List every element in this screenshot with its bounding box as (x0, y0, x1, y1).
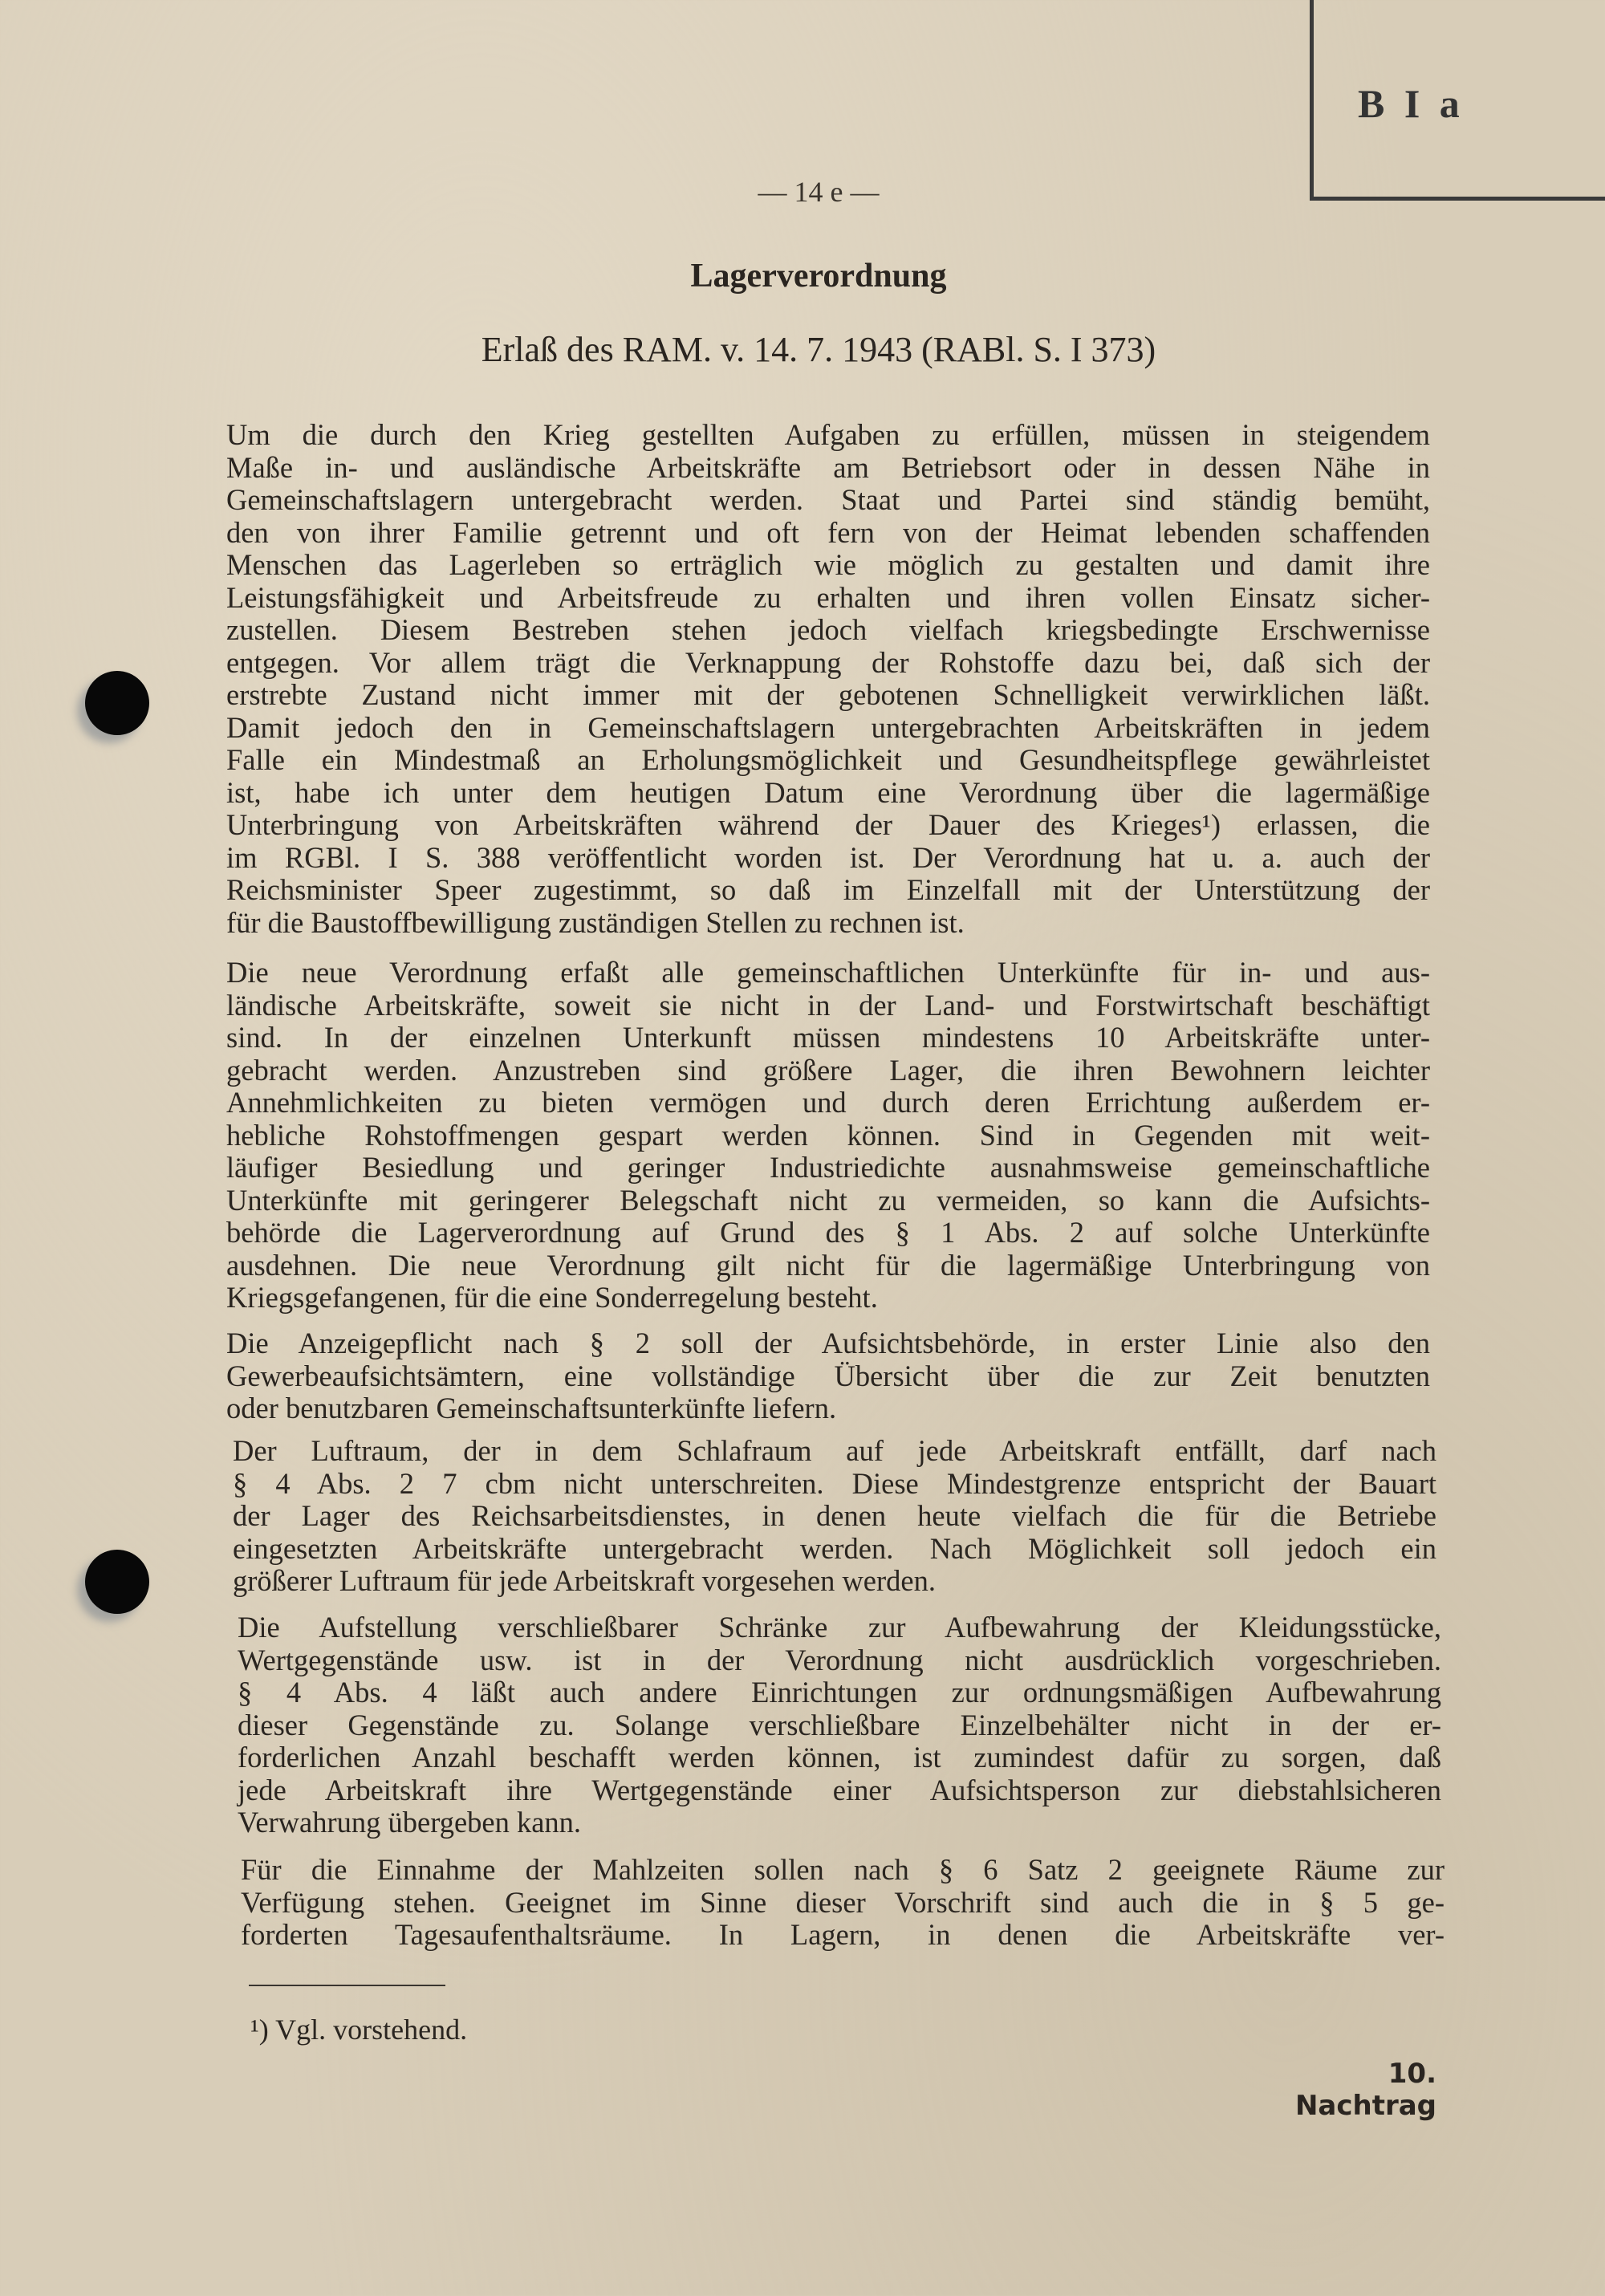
paragraph-6 (241, 1854, 1444, 1952)
text-line: Die Anzeigepflicht nach § 2 soll der Aufsichtsbehörde, in erster Linie also den (226, 1327, 1430, 1359)
footnote-divider (249, 1985, 445, 1986)
section-code: B I a (1358, 81, 1465, 126)
document-title: Lagerverordnung (690, 258, 947, 295)
text-line: dieser Gegenstände zu. Solange verschließbare Einzelbehälter nicht in der er- (238, 1708, 1441, 1741)
text-line: gebracht werden. Anzustreben sind größere Lager, die ihren Bewohnern leichter (226, 1053, 1430, 1087)
text-line: hebliche Rohstoffmengen gespart werden können. Sind in Gegenden mit weit- (226, 1118, 1430, 1152)
text-line: zustellen. Diesem Bestreben stehen jedoch vielfach kriegsbedingte Erschwernisse (226, 613, 1430, 646)
text-line: Verwahrung übergeben kann. (238, 1806, 582, 1839)
text-line: Menschen das Lagerleben so erträglich wie möglich zu gestalten und damit ihre (226, 548, 1430, 581)
text-line: Für die Einnahme der Mahlzeiten sollen nach § 6 Satz 2 geeignete Räume zur (241, 1853, 1444, 1886)
text-line: Die Aufstellung verschließbarer Schränke zur Aufbewahrung der Kleidungsstücke, (238, 1611, 1441, 1644)
punch-hole-icon (85, 671, 149, 735)
text-line: Die neue Verordnung erfaßt alle gemeinschaftlichen Unterkünfte für in- und aus- (226, 956, 1430, 989)
text-line: entgegen. Vor allem trägt die Verknappung der Rohstoffe dazu bei, daß sich der (226, 645, 1430, 679)
text-line: Um die durch den Krieg gestellten Aufgaben zu erfüllen, müssen in steigendem (226, 418, 1430, 451)
paragraph-2 (226, 957, 1430, 1315)
text-line: jede Arbeitskraft ihre Wertgegenstände einer Aufsichtsperson zur diebstahlsicheren (238, 1773, 1441, 1806)
footnote: ¹) Vgl. vorstehend. (250, 2014, 468, 2046)
text-line: ausdehnen. Die neue Verordnung gilt nicht für die lagermäßige Unterbringung von (226, 1248, 1430, 1282)
text-line: Gewerbeaufsichtsämtern, eine vollständige Übersicht über die zur Zeit benutzten (226, 1359, 1430, 1392)
text-line: Verfügung stehen. Geeignet im Sinne dieser Vorschrift sind auch die in § 5 ge- (241, 1885, 1444, 1919)
text-line: § 4 Abs. 4 läßt auch andere Einrichtungen zur ordnungsmäßigen Aufbewahrung (238, 1676, 1441, 1709)
text-line: forderten Tagesaufenthaltsräume. In Lagern, in denen die Arbeitskräfte ver- (241, 1918, 1444, 1951)
text-line: Damit jedoch den in Gemeinschaftslagern untergebrachten Arbeitskräften in jedem (226, 710, 1430, 744)
text-line: für die Baustoffbewilligung zuständigen Stellen zu rechnen ist. (226, 905, 965, 939)
page-number: — 14 e — (758, 176, 880, 208)
text-line: forderlichen Anzahl beschafft werden können, ist zumindest dafür zu sorgen, daß (238, 1741, 1441, 1774)
text-line: ländische Arbeitskräfte, soweit sie nicht in der Land- und Forstwirtschaft beschäftigt (226, 988, 1430, 1022)
text-line: Reichsminister Speer zugestimmt, so daß im Einzelfall mit der Unterstützung der (226, 873, 1430, 906)
text-line: behörde die Lagerverordnung auf Grund des § 1 Abs. 2 auf solche Unterkünfte (226, 1216, 1430, 1249)
text-line: eingesetzten Arbeitskräfte untergebracht werden. Nach Möglichkeit soll jedoch ein (233, 1531, 1436, 1565)
text-line: Annehmlichkeiten zu bieten vermögen und durch deren Errichtung außerdem er- (226, 1086, 1430, 1119)
text-line: Falle ein Mindestmaß an Erholungsmöglichkeit und Gesundheitspflege gewährleistet (226, 743, 1430, 776)
text-line: Unterbringung von Arbeitskräften während der Dauer des Krieges¹) erlassen, die (226, 808, 1430, 841)
text-line: Der Luftraum, der in dem Schlafraum auf jede Arbeitskraft entfällt, darf nach (233, 1434, 1436, 1467)
paragraph-1 (226, 419, 1430, 939)
paragraph-4 (233, 1435, 1436, 1598)
supplement-label: 10. Nachtrag (1294, 2058, 1436, 2122)
text-line: Wertgegenstände usw. ist in der Verordnung nicht ausdrücklich vorgeschrieben. (238, 1643, 1441, 1676)
document-subtitle: Erlaß des RAM. v. 14. 7. 1943 (RABl. S. I 373) (481, 330, 1156, 369)
text-line: Unterkünfte mit geringerer Belegschaft nicht zu vermeiden, so kann die Aufsichts- (226, 1183, 1430, 1217)
text-line: läufiger Besiedlung und geringer Industriedichte ausnahmsweise gemeinschaftliche (226, 1151, 1430, 1184)
text-line: Maße in- und ausländische Arbeitskräfte am Betriebsort oder in dessen Nähe in (226, 450, 1430, 484)
text-line: Kriegsgefangenen, für die eine Sonderregelung besteht. (226, 1281, 878, 1314)
text-line: Gemeinschaftslagern untergebracht werden. Staat und Partei sind ständig bemüht, (226, 483, 1430, 516)
text-line: sind. In der einzelnen Unterkunft müssen mindestens 10 Arbeitskräfte unter- (226, 1021, 1430, 1054)
punch-hole-icon (85, 1550, 149, 1614)
paragraph-5 (238, 1611, 1441, 1839)
text-line: ist, habe ich unter dem heutigen Datum eine Verordnung über die lagermäßige (226, 775, 1430, 809)
text-line: im RGBl. I S. 388 veröffentlicht worden ist. Der Verordnung hat u. a. auch der (226, 840, 1430, 874)
paragraph-3 (226, 1327, 1430, 1425)
text-line: oder benutzbaren Gemeinschaftsunterkünfte liefern. (226, 1392, 837, 1424)
text-line: den von ihrer Familie getrennt und oft fern von der Heimat lebenden schaffenden (226, 515, 1430, 549)
text-line: erstrebte Zustand nicht immer mit der gebotenen Schnelligkeit verwirklichen läßt. (226, 678, 1430, 711)
text-line: Leistungsfähigkeit und Arbeitsfreude zu erhalten und ihren vollen Einsatz sicher- (226, 580, 1430, 614)
text-line: der Lager des Reichsarbeitsdienstes, in denen heute vielfach die für die Betriebe (233, 1499, 1436, 1532)
text-line: § 4 Abs. 2 7 cbm nicht unterschreiten. Diese Mindestgrenze entspricht der Bauart (233, 1466, 1436, 1500)
text-line: größerer Luftraum für jede Arbeitskraft vorgesehen werden. (233, 1564, 936, 1597)
